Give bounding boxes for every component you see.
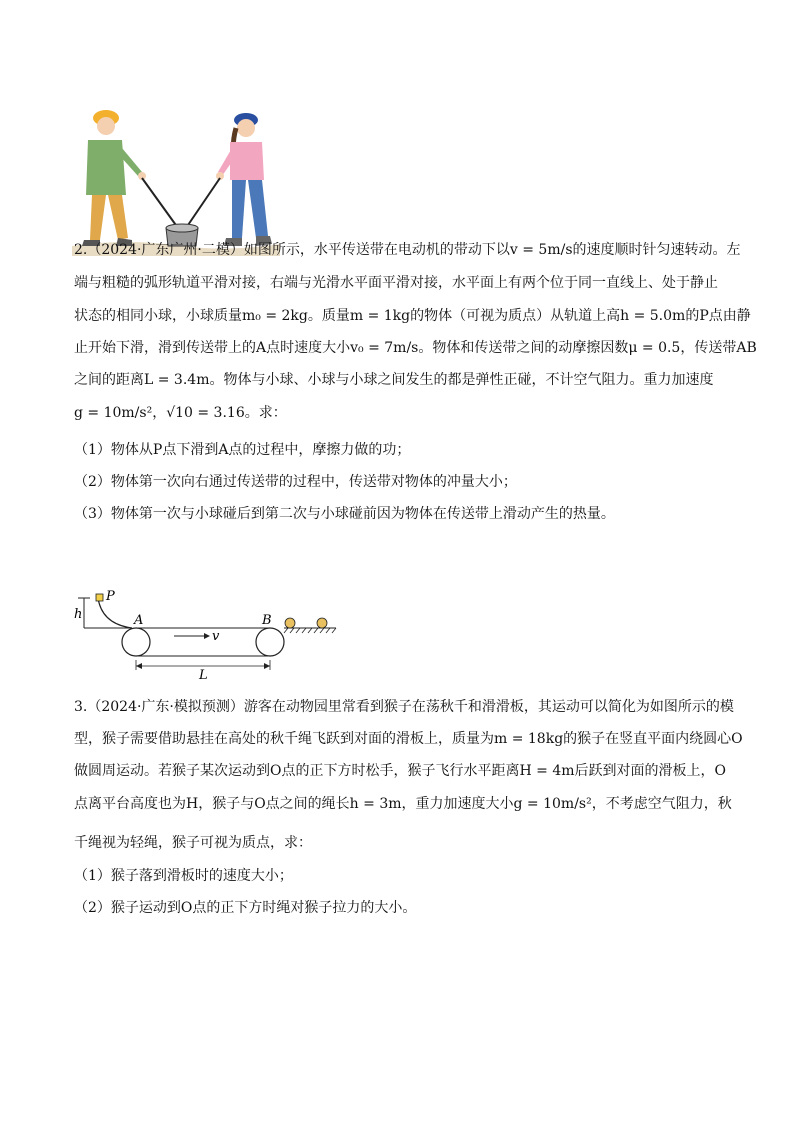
q2-line-2: 端与粗糙的弧形轨道平滑对接，右端与光滑水平面平滑对接，水平面上有两个位于同一直线上、处于静止 [74, 275, 718, 291]
q2-line-6: g = 10m/s²，√10 = 3.16。求： [74, 405, 287, 421]
diagram-label-P: P [106, 590, 115, 604]
diagram-label-A: A [134, 613, 144, 628]
q3-line-1: 3.（2024·广东·模拟预测）游客在动物园里常看到猴子在荡秋千和滑滑板，其运动可以简化为如图所示的模 [74, 699, 734, 715]
diagram-label-v: v [212, 629, 220, 644]
q2-line-1: 2.（2024·广东广州·二模）如图所示，水平传送带在电动机的带动下以v = 5m/s的速度顺时针匀速转动。左 [74, 242, 741, 258]
diagram-label-h: h [74, 607, 83, 622]
q2-sub-3: （3）物体第一次与小球碰后到第二次与小球碰前因为物体在传送带上滑动产生的热量。 [74, 506, 615, 522]
q2-line-4: 止开始下滑，滑到传送带上的A点时速度大小v₀ = 7m/s。物体和传送带之间的动摩擦因数μ = 0.5，传送带AB [74, 340, 757, 356]
conveyor-diagram [72, 590, 342, 680]
q2-sub-1: （1）物体从P点下滑到A点的过程中，摩擦力做的功； [74, 442, 411, 458]
q3-line-4: 点离平台高度也为H，猴子与O点之间的绳长h = 3m，重力加速度大小g = 10m/s²，不考虑空气阻力，秋 [74, 796, 732, 812]
q3-line-3: 做圆周运动。若猴子某次运动到O点的正下方时松手，猴子飞行水平距离H = 4m后跃到对面的滑板上，O [74, 763, 726, 779]
q2-line-5: 之间的距离L = 3.4m。物体与小球、小球与小球之间发生的都是弹性正碰，不计空气阻力。重力加速度 [74, 372, 714, 388]
q2-sub-2: （2）物体第一次向右通过传送带的过程中，传送带对物体的冲量大小； [74, 474, 517, 490]
q3-line-5: 千绳视为轻绳，猴子可视为质点，求： [74, 835, 312, 851]
tug-illustration [70, 100, 282, 256]
q2-line-3: 状态的相同小球，小球质量m₀ = 2kg。质量m = 1kg的物体（可视为质点）从轨道上高h = 5.0m的P点由静 [74, 308, 751, 324]
diagram-label-L: L [199, 668, 208, 680]
q3-sub-2: （2）猴子运动到O点的正下方时绳对猴子拉力的大小。 [74, 900, 417, 916]
diagram-label-B: B [262, 613, 272, 628]
q3-sub-1: （1）猴子落到滑板时的速度大小； [74, 868, 293, 884]
q3-line-2: 型，猴子需要借助悬挂在高处的秋千绳飞跃到对面的滑板上，质量为m = 18kg的猴子在竖直平面内绕圆心O [74, 731, 743, 747]
